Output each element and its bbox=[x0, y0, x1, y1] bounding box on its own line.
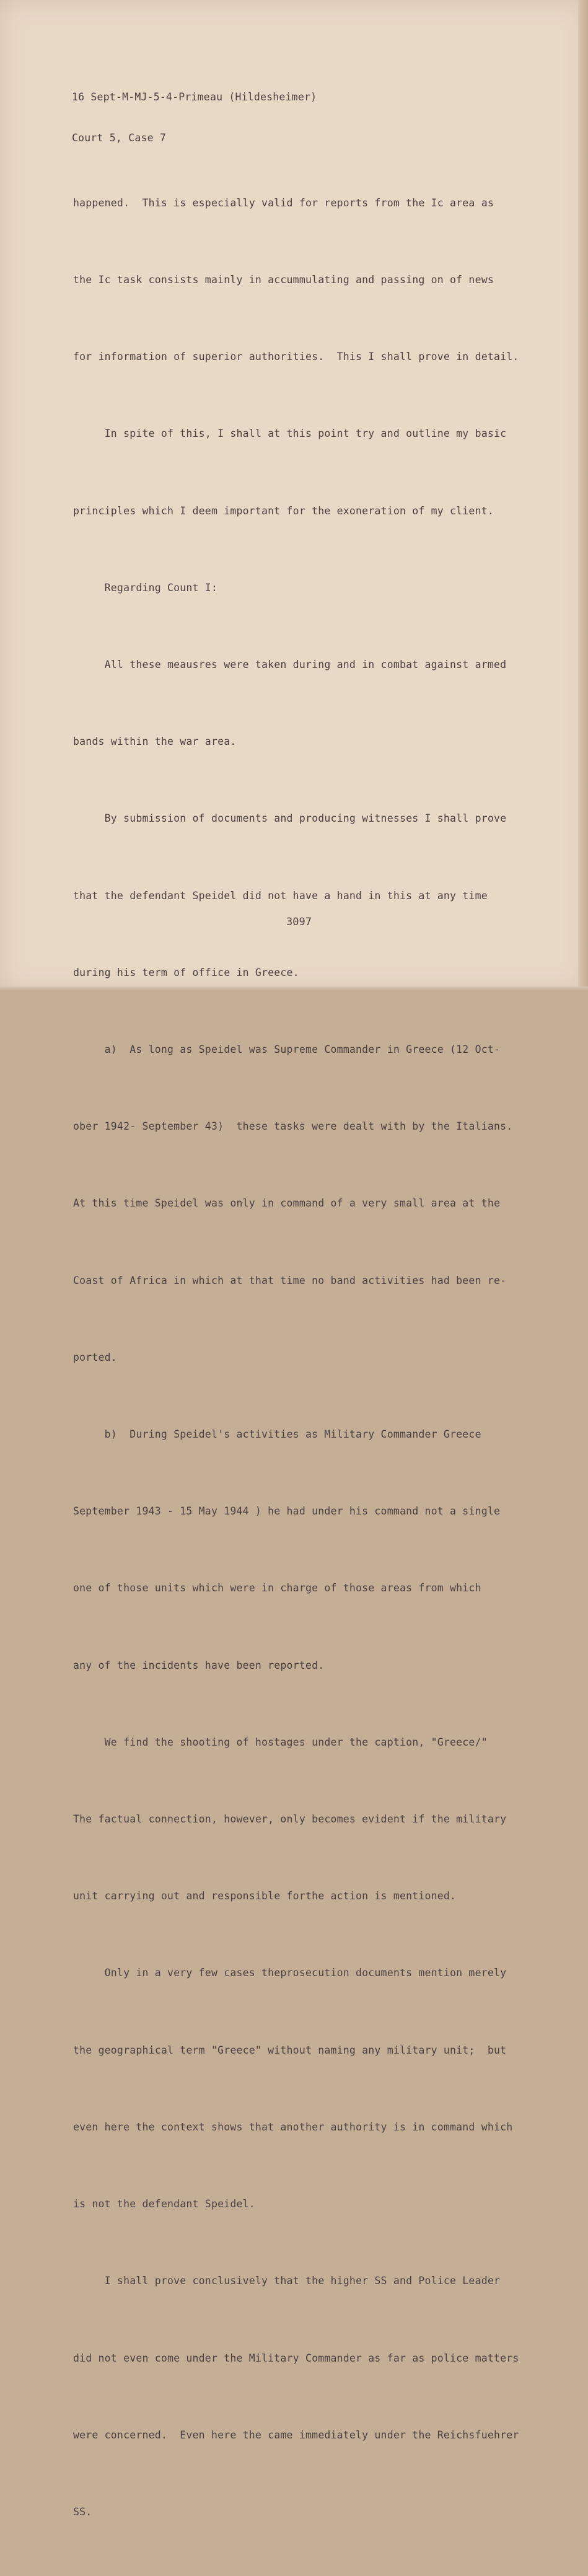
body-line: b) During Speidel's activities as Military Commander Greece bbox=[73, 1428, 481, 1441]
body-line: ported. bbox=[73, 1351, 117, 1363]
body-line: bands within the war area. bbox=[73, 736, 237, 748]
body-line: The factual connection, however, only becomes evident if the military bbox=[73, 1813, 507, 1826]
body-line: during his term of office in Greece. bbox=[73, 966, 299, 978]
body-line: Coast of Africa in which at that time no band activities had been re- bbox=[73, 1274, 507, 1286]
body-line: By submission of documents and producing witnesses I shall prove bbox=[73, 812, 507, 825]
body-line: were concerned. Even here the came immediately under the Reichsfuehrer bbox=[73, 2429, 519, 2441]
body-line: one of those units which were in charge of those areas from which bbox=[73, 1582, 481, 1594]
body-line: Only in a very few cases theprosecution documents mention merely bbox=[73, 1967, 507, 1979]
body-line: even here the context shows that another authority is in command which bbox=[73, 2121, 513, 2133]
body-line: ober 1942- September 43) these tasks were dealt with by the Italians. bbox=[73, 1120, 513, 1133]
body-line: September 1943 - 15 May 1944 ) he had under his command not a single bbox=[73, 1505, 501, 1518]
body-line: the Ic task consists mainly in accummulating and passing on of news bbox=[73, 274, 494, 286]
body-line: SS. bbox=[73, 2505, 92, 2518]
body-line: I shall prove conclusively that the higher SS and Police Leader bbox=[73, 2275, 501, 2287]
page-edge-shadow bbox=[578, 0, 588, 991]
body-line: is not the defendant Speidel. bbox=[73, 2198, 255, 2210]
body-line: any of the incidents have been reported. bbox=[73, 1659, 325, 1671]
body-line: the geographical term "Greece" without naming any military unit; but bbox=[73, 2044, 507, 2056]
body-line: did not even come under the Military Commander as far as police matters bbox=[73, 2352, 519, 2364]
body-line: At this time Speidel was only in command of a very small area at the bbox=[73, 1197, 501, 1210]
body-line: happened. This is especially valid for reports from the Ic area as bbox=[73, 196, 494, 209]
body-line: unit carrying out and responsible forthe action is mentioned. bbox=[73, 1890, 457, 1902]
body-line: for information of superior authorities. This I shall prove in detail. bbox=[73, 351, 519, 363]
page-number: 3097 bbox=[286, 916, 312, 928]
body-line: a) As long as Speidel was Supreme Commander in Greece (12 Oct- bbox=[73, 1044, 501, 1056]
body-line: All these meausres were taken during and in combat against armed bbox=[73, 659, 507, 671]
body-line: We find the shooting of hostages under the caption, "Greece/" bbox=[73, 1736, 488, 1748]
body-line: Regarding Count I: bbox=[73, 581, 218, 594]
document-body bbox=[73, 139, 519, 2576]
header-reference-line: 16 Sept-M-MJ-5-4-Primeau (Hildesheimer) bbox=[72, 91, 317, 103]
body-line: principles which I deem important for the exoneration of my client. bbox=[73, 504, 494, 517]
body-line: that the defendant Speidel did not have a hand in this at any time bbox=[73, 889, 488, 902]
body-line: In spite of this, I shall at this point try and outline my basic bbox=[73, 428, 507, 440]
header-court-line: Court 5, Case 7 bbox=[72, 132, 167, 144]
